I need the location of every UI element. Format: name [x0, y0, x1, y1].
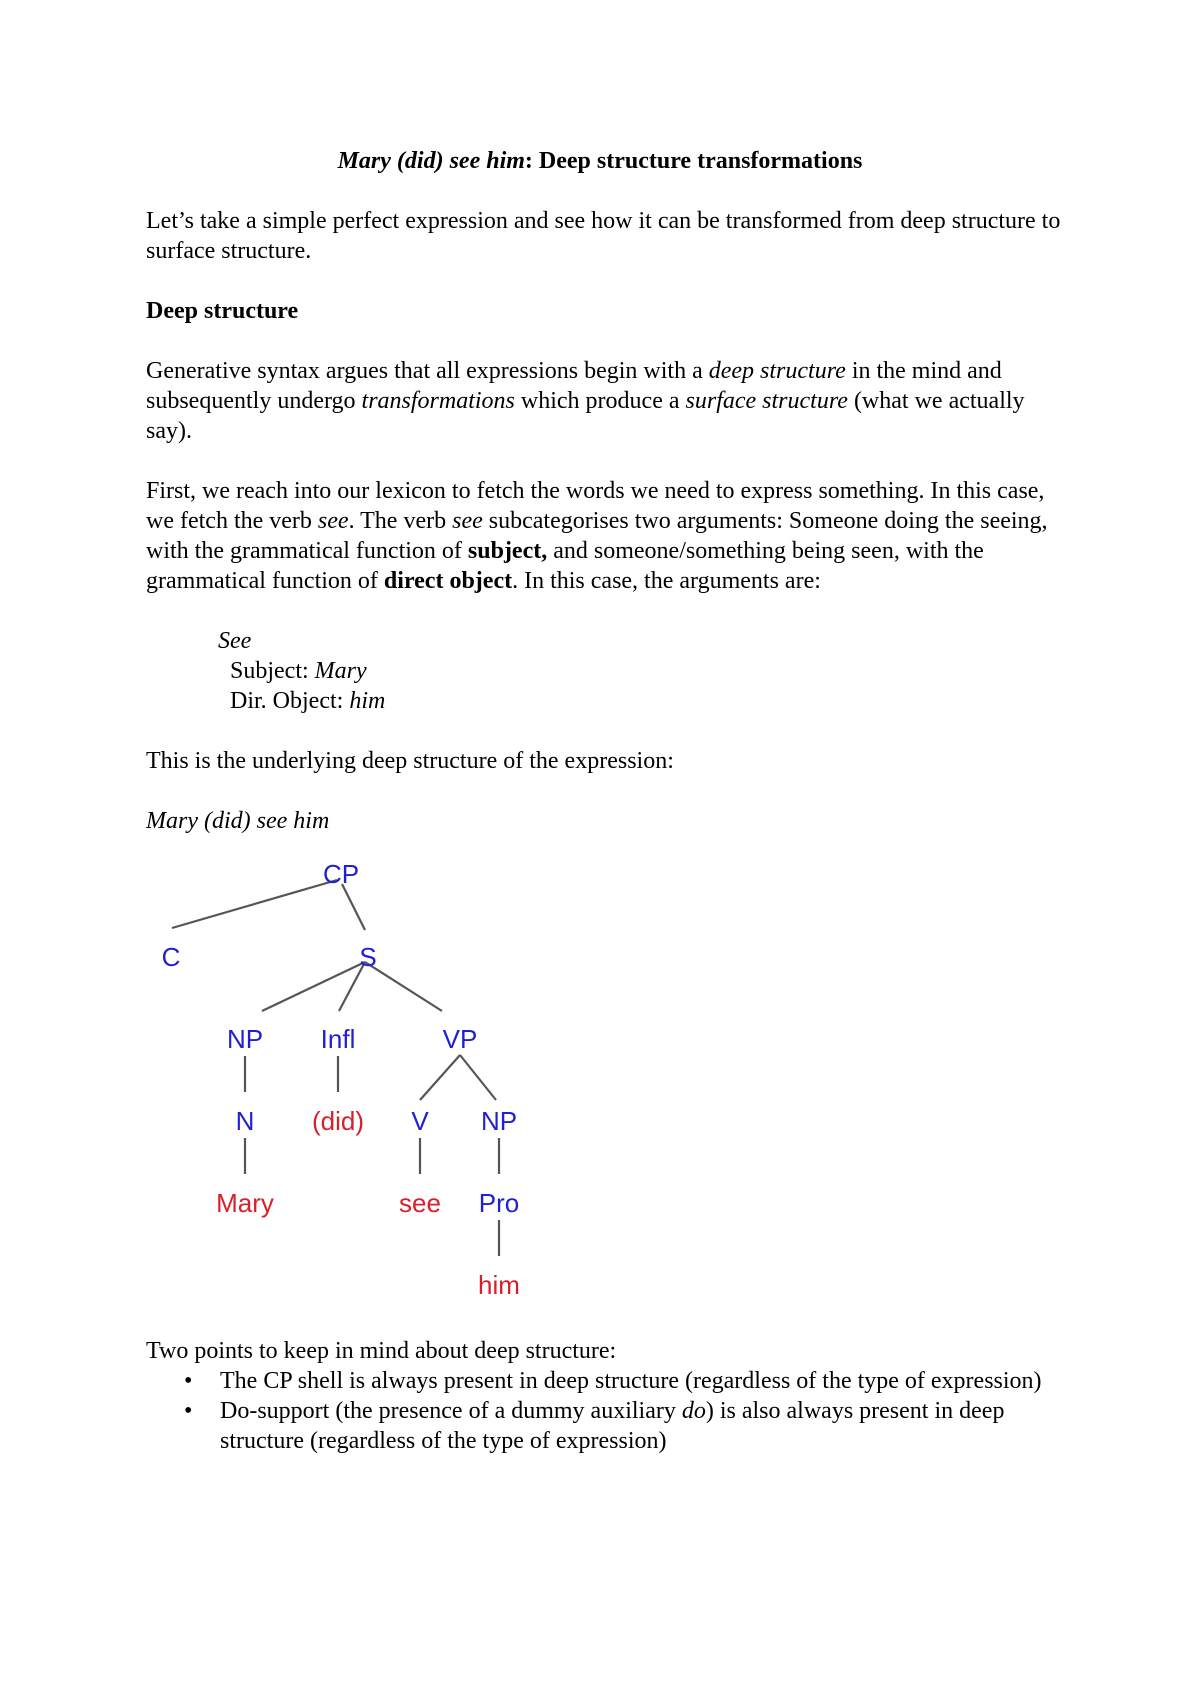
title-italic: Mary (did) see him [337, 148, 525, 174]
section-heading: Deep structure [146, 298, 299, 324]
branch-cp-s [342, 884, 365, 930]
para1-term-deep-structure: deep structure [708, 358, 846, 384]
node-np-object: NP [480, 1106, 518, 1136]
arg-object-value: him [349, 688, 386, 714]
branch-vp-v [420, 1055, 460, 1100]
bullet-glyph: • [184, 1398, 193, 1424]
example-text: Mary (did) see him [146, 808, 330, 834]
points-section [146, 1336, 1066, 1456]
para2-term-subject: subject, [467, 538, 548, 564]
branch-cp-c [172, 880, 337, 928]
bullet-item-2 [146, 1396, 1066, 1456]
arg-subject-value: Mary [314, 658, 367, 684]
node-did: (did) [311, 1106, 365, 1136]
node-c: C [161, 942, 181, 972]
node-v: V [411, 1106, 429, 1136]
bullet-list [146, 1366, 1066, 1456]
bullet-1-text: The CP shell is always present in deep structure (regardless of the type of expression) [220, 1368, 1042, 1394]
para2-term-direct-object: direct object [383, 568, 513, 594]
bullet-2-text-a: Do-support (the presence of a dummy auxiliary [220, 1398, 682, 1424]
para1-text-e: which produce a [514, 388, 686, 414]
para1-text-c: in the mind and subsequently undergo [146, 358, 1002, 414]
node-infl: Infl [320, 1024, 356, 1054]
para2-text-c: . The verb [348, 508, 453, 534]
para1-text-g: (what we actually say). [146, 388, 1025, 444]
points-intro: Two points to keep in mind about deep structure: [146, 1338, 617, 1364]
node-mary: Mary [216, 1188, 274, 1218]
arg-subject-label: Subject: [230, 658, 315, 684]
bullet-2-term-do: do [681, 1398, 706, 1424]
node-him: him [478, 1270, 520, 1300]
intro-text: Let’s take a simple perfect expression and see how it can be transformed from deep structure to surface structure. [146, 208, 1061, 264]
node-n: N [235, 1106, 255, 1136]
bullet-item-1 [146, 1366, 1066, 1396]
bullet-glyph: • [184, 1368, 193, 1394]
tree-nodes [162, 859, 520, 1300]
title-rest: : Deep structure transformations [524, 148, 863, 174]
para2-text-g: and someone/something being seen, with the grammatical function of [146, 538, 984, 594]
para2-text-e: subcategorises two arguments: Someone doing the seeing, with the grammatical function of [146, 508, 1048, 564]
paragraph-underlying: This is the underlying deep structure of the expression: [146, 748, 674, 774]
para2-verb-see-2: see [452, 508, 483, 534]
para1-term-transformations: transformations [361, 388, 515, 414]
para1-term-surface-structure: surface structure [685, 388, 848, 414]
node-np-subject: NP [226, 1024, 264, 1054]
arg-verb: See [218, 628, 252, 654]
node-see: see [399, 1188, 441, 1218]
branch-s-np [262, 962, 365, 1011]
para2-verb-see-1: see [317, 508, 349, 534]
bullet-2-text-c: ) is also always present in deep structure (regardless of the type of expression) [220, 1398, 1005, 1454]
para2-text-a: First, we reach into our lexicon to fetch the words we need to express something. In this case, we fetch the verb [146, 478, 1045, 534]
arg-object-label: Dir. Object: [230, 688, 350, 714]
node-pro: Pro [478, 1188, 520, 1218]
branch-vp-np [460, 1055, 496, 1100]
para1-text-a: Generative syntax argues that all expressions begin with a [146, 358, 709, 384]
node-s: S [359, 942, 377, 972]
para2-text-i: . In this case, the arguments are: [512, 568, 821, 594]
node-vp: VP [442, 1024, 478, 1054]
node-cp: CP [322, 859, 360, 889]
